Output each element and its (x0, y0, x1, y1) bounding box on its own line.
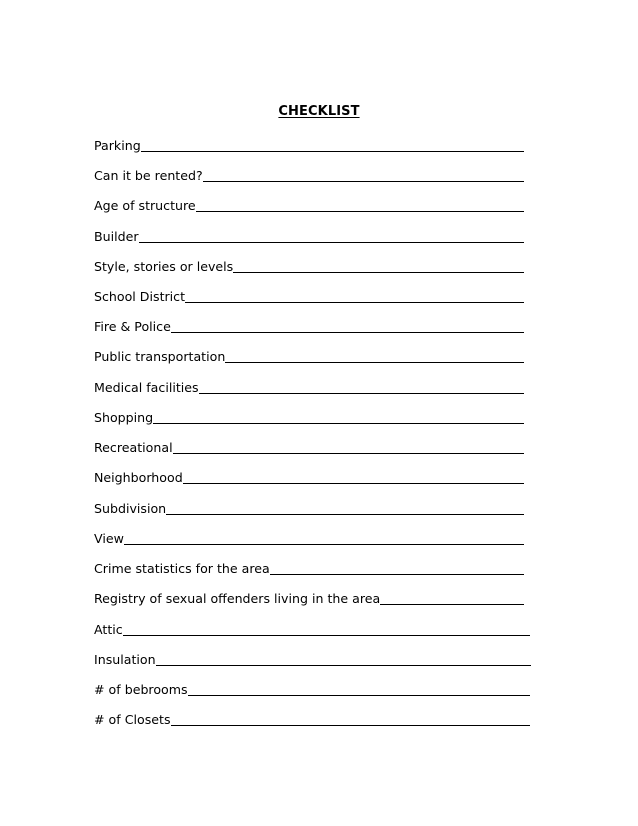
fill-in-line (171, 725, 530, 726)
item-label: View (94, 531, 124, 546)
item-label: Registry of sexual offenders living in the area (94, 591, 381, 606)
fill-in-line (173, 453, 524, 454)
item-label: # of Closets (94, 712, 171, 727)
checklist-item-builder (94, 227, 524, 245)
fill-in-line (153, 423, 524, 424)
fill-in-line (270, 574, 524, 575)
checklist-item-fire-police (94, 317, 524, 335)
fill-in-line (124, 544, 524, 545)
item-label: Medical facilities (94, 380, 199, 395)
checklist-item-age-of-structure (94, 196, 524, 214)
item-label: Neighborhood (94, 470, 183, 485)
item-label: Can it be rented? (94, 168, 203, 183)
item-label: Style, stories or levels (94, 259, 234, 274)
fill-in-line (188, 695, 530, 696)
fill-in-line (141, 151, 524, 152)
fill-in-line (139, 242, 524, 243)
fill-in-line (156, 665, 531, 666)
page-title: CHECKLIST (278, 104, 360, 119)
fill-in-line (199, 393, 524, 394)
checklist-item-public-transportation (94, 347, 524, 365)
item-label: Parking (94, 138, 141, 153)
fill-in-line (233, 272, 524, 273)
checklist-item-can-it-be-rented (94, 166, 524, 184)
checklist-item-recreational (94, 438, 524, 456)
checklist-item-subdivision (94, 499, 524, 517)
checklist-item-neighborhood (94, 468, 524, 486)
fill-in-line (196, 211, 524, 212)
fill-in-line (183, 483, 524, 484)
fill-in-line (166, 514, 524, 515)
item-label: Insulation (94, 652, 156, 667)
item-label: Fire & Police (94, 319, 171, 334)
item-label: Age of structure (94, 198, 196, 213)
item-label: Attic (94, 622, 123, 637)
checklist-item-insulation (94, 650, 531, 668)
item-label: Public transportation (94, 349, 226, 364)
item-label: Builder (94, 229, 139, 244)
fill-in-line (123, 635, 530, 636)
checklist-item-attic (94, 620, 530, 638)
fill-in-line (203, 181, 524, 182)
checklist-item-medical-facilities (94, 378, 524, 396)
checklist-item-view (94, 529, 524, 547)
fill-in-line (171, 332, 524, 333)
fill-in-line (380, 604, 524, 605)
checklist-item-shopping (94, 408, 524, 426)
fill-in-line (225, 362, 524, 363)
item-label: Subdivision (94, 501, 167, 516)
item-label: Crime statistics for the area (94, 561, 270, 576)
item-label: Shopping (94, 410, 154, 425)
checklist-item-crime-statistics (94, 559, 524, 577)
item-label: # of bebrooms (94, 682, 188, 697)
item-label: School District (94, 289, 186, 304)
checklist-item-parking (94, 136, 524, 154)
checklist-item-bedrooms (94, 680, 530, 698)
fill-in-line (185, 302, 524, 303)
item-label: Recreational (94, 440, 173, 455)
checklist-item-sex-offender-registry (94, 589, 524, 607)
checklist-item-style (94, 257, 524, 275)
checklist-item-closets (94, 710, 530, 728)
checklist-item-school-district (94, 287, 524, 305)
